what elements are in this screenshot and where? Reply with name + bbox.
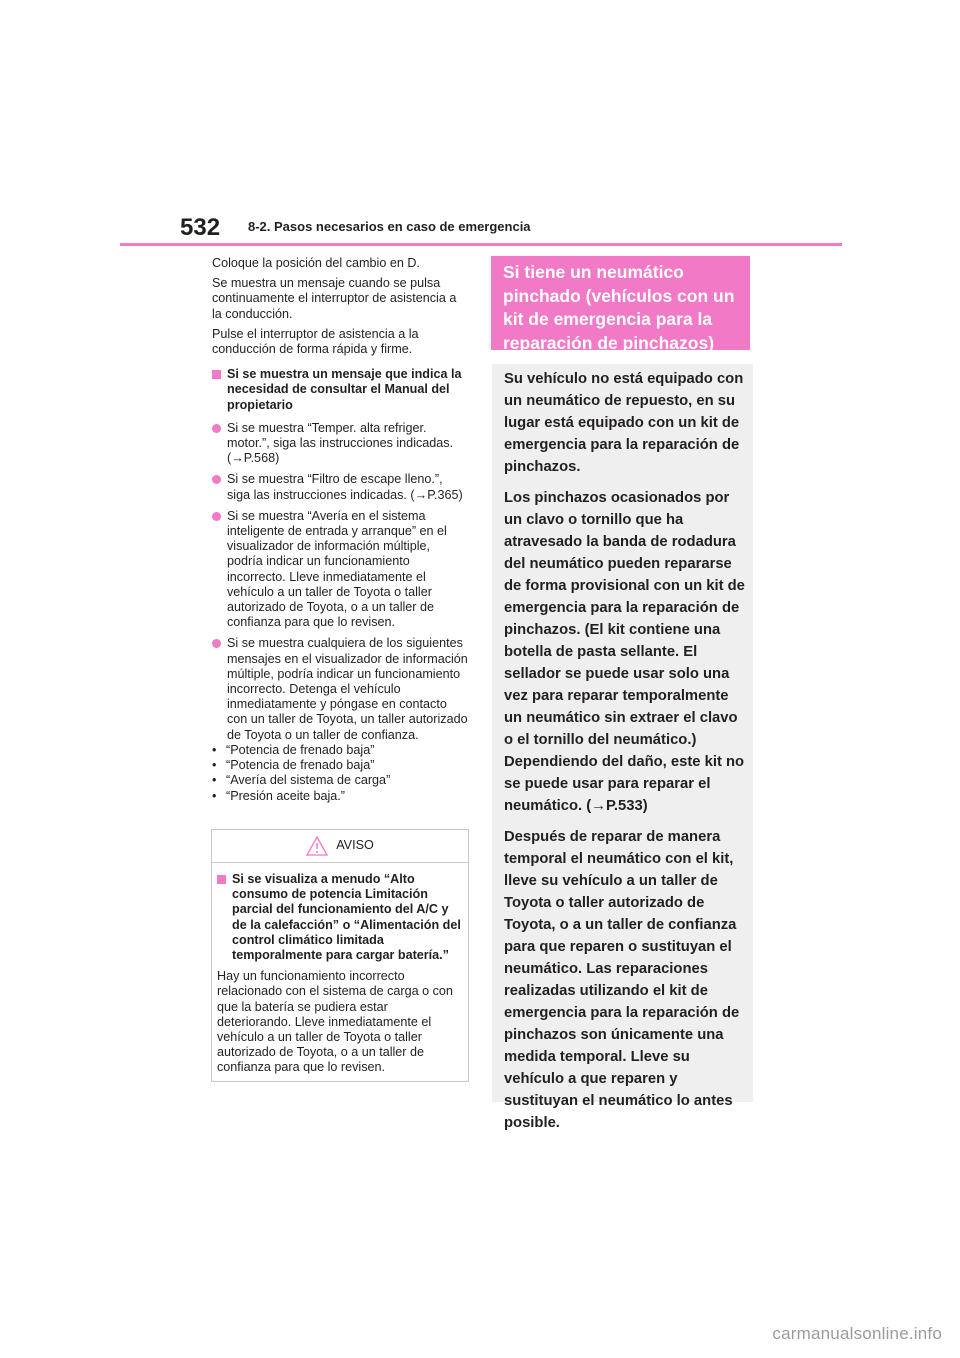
list-item: Si se muestra “Filtro de escape lleno.”, siga las instrucciones indicadas. (→P.365) <box>212 472 468 502</box>
message-item: • “Presión aceite baja.” <box>212 788 346 803</box>
message-item: • “Potencia de frenado baja” <box>212 758 375 773</box>
watermark: carmanualsonline.info <box>772 1324 942 1343</box>
info-paragraph: Su vehículo no está equipado con un neumático de repuesto, en su lugar está equipado con un kit de emergencia para la reparación de pinchazos. <box>504 371 744 475</box>
info-paragraph: Los pinchazos ocasionados por un clavo o tornillo que ha atravesado la banda de rodadura del neumático pueden repararse de forma provisional con un kit de emergencia para la reparación de pinchazos. (El kit contiene una botella de pasta sellante. El sellador se puede usar solo una vez para reparar temporalmente un neumático sin extraer el clavo o el tornillo del neumático.) Dependiendo del daño, este kit no se puede usar para reparar el neumático. (→P.533) <box>504 490 745 814</box>
circle-bullet-icon <box>212 475 221 484</box>
section-title: 8-2. Pasos necesarios en caso de emergencia <box>248 219 531 234</box>
list-item: Si se muestra cualquiera de los siguientes mensajes en el visualizador de información múltiple, podría indicar un funcionamiento incorrecto. Detenga el vehículo inmediatamente y póngase en contacto con un taller de Toyota, un taller autorizado de Toyota o un taller de confianza. <box>212 636 468 742</box>
message-item: • “Potencia de frenado baja” <box>212 742 375 757</box>
message-item: • “Avería del sistema de carga” <box>212 773 391 788</box>
header-divider <box>120 243 842 246</box>
square-bullet-icon <box>212 370 221 379</box>
section-heading: Si tiene un neumático pinchado (vehículos con un kit de emergencia para la reparación de pinchazos) <box>503 262 735 353</box>
intro-paragraph: Se muestra un mensaje cuando se pulsa continuamente el interruptor de asistencia a la conducción. <box>212 276 457 321</box>
circle-bullet-icon <box>212 512 221 521</box>
message-list <box>212 743 468 804</box>
warning-body <box>212 863 468 1076</box>
info-paragraph: Después de reparar de manera temporal el neumático con el kit, lleve su vehículo a un taller de Toyota o taller autorizado de Toyota, o a un taller de confianza para que reparen o sustituyan el neumático. Las reparaciones realizadas utilizando el kit de emergencia para la reparación de pinchazos son únicamente una medida temporal. Lleve su vehículo a que reparen y sustituyan el neumático lo antes posible. <box>504 829 740 1131</box>
circle-bullet-icon <box>212 424 221 433</box>
warning-triangle-icon <box>306 836 328 856</box>
list-item: Si se muestra “Avería en el sistema inteligente de entrada y arranque” en el visualizador de información múltiple, podría indicar un funcionamiento incorrecto. Lleve inmediatamente el vehículo a un taller de Toyota o taller autorizado de Toyota, o a un taller de confianza para que lo revisen. <box>212 509 468 631</box>
warning-title: AVISO <box>336 838 374 853</box>
circle-bullet-icon <box>212 639 221 648</box>
info-panel <box>492 364 753 1131</box>
subsection-heading: Si se muestra un mensaje que indica la necesidad de consultar el Manual del propietario <box>212 367 468 413</box>
warning-box <box>211 829 469 1082</box>
list-item: Si se muestra “Temper. alta refriger. motor.”, siga las instrucciones indicadas. (→P.568) <box>212 421 468 467</box>
warning-heading: Si se visualiza a menudo “Alto consumo de potencia Limitación parcial del funcionamiento del A/C y de la calefacción” o “Alimentación del control climático limitada temporalmente para cargar batería.” <box>217 872 462 963</box>
intro-paragraph: Coloque la posición del cambio en D. <box>212 256 420 270</box>
section-heading-box <box>491 256 750 353</box>
left-column <box>212 256 468 804</box>
page-number: 532 <box>180 214 221 241</box>
warning-header <box>212 830 468 863</box>
intro-paragraph: Pulse el interruptor de asistencia a la conducción de forma rápida y firme. <box>212 326 419 357</box>
warning-text: Hay un funcionamiento incorrecto relacionado con el sistema de carga o con que la batería se pudiera estar deteriorando. Lleve inmediatamente el vehículo a un taller de Toyota o taller autorizado de Toyota, o a un taller de confianza para que lo revisen. <box>217 969 453 1075</box>
square-bullet-icon <box>217 875 226 884</box>
